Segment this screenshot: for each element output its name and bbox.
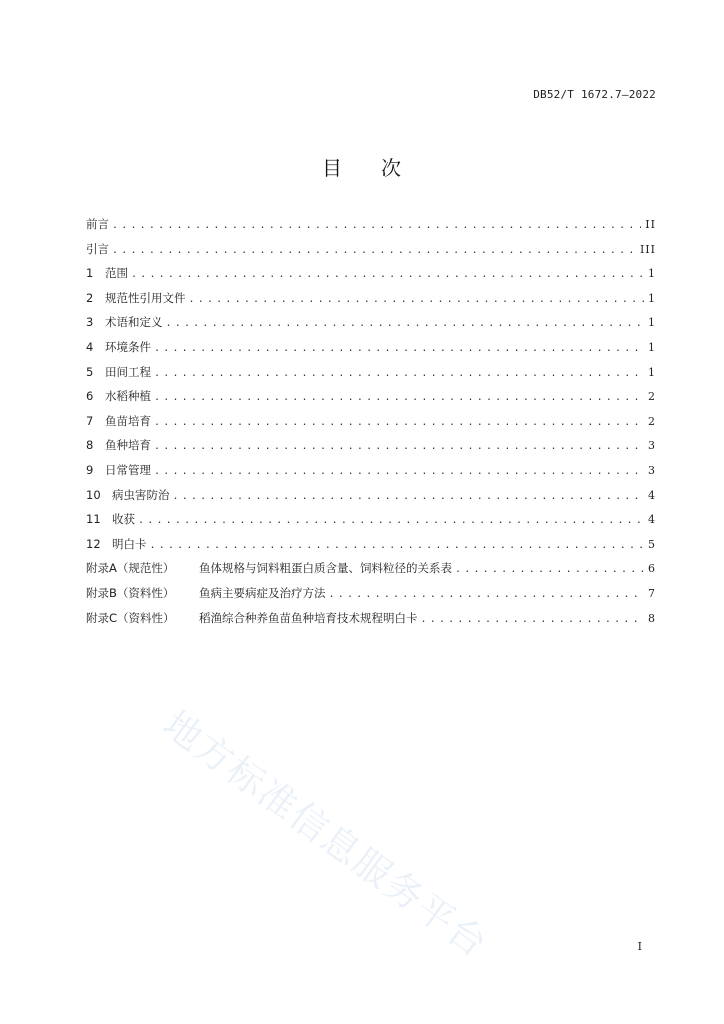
toc-leader (166, 318, 645, 329)
watermark: 地方标准信息服务平台 (155, 702, 497, 967)
toc-entry-label: 病虫害防治 (112, 487, 170, 502)
toc-leader (154, 368, 644, 379)
toc-list (86, 216, 656, 634)
toc-page-number: 4 (648, 513, 656, 527)
toc-page-number: II (645, 218, 656, 231)
toc-title-char-2: 次 (381, 156, 402, 180)
toc-entry-label: 范围 (105, 266, 128, 281)
toc-entry-label: 明白卡 (112, 536, 147, 551)
document-code: DB52/T 1672.7—2022 (533, 88, 656, 101)
toc-title-char-1: 目 (322, 156, 343, 180)
toc-entry-label: 鱼苗培育 (105, 413, 151, 428)
toc-page-number: 2 (648, 390, 656, 404)
toc-entry-number: 2 (86, 290, 94, 305)
toc-entry-number: 6 (86, 389, 94, 404)
toc-leader (154, 441, 644, 452)
toc-entry-label: 水稻种植 (105, 389, 151, 404)
toc-entry-number: 附录C（资料性） (86, 610, 175, 625)
toc-entry-label: 日常管理 (105, 462, 151, 477)
toc-entry-label: 规范性引用文件 (105, 290, 186, 305)
toc-leader (154, 466, 644, 477)
toc-leader (173, 491, 645, 502)
toc-leader (112, 245, 636, 256)
toc-entry-number: 12 (86, 536, 101, 551)
toc-entry-12[interactable] (86, 536, 656, 561)
toc-entry-label: 术语和定义 (105, 315, 163, 330)
toc-entry-label: 环境条件 (105, 339, 151, 354)
toc-page-number: 1 (648, 291, 656, 305)
toc-entry-label: 稻渔综合种养鱼苗鱼种培育技术规程明白卡 (199, 610, 418, 625)
toc-entry-8[interactable] (86, 437, 656, 462)
toc-leader (421, 614, 645, 625)
toc-entry-label: 鱼体规格与饲料粗蛋白质含量、饲料粒径的关系表 (199, 561, 452, 576)
toc-leader (112, 220, 641, 231)
toc-leader (189, 294, 645, 305)
toc-entry-foreword[interactable] (86, 216, 656, 241)
toc-entry-number: 7 (86, 413, 94, 428)
page-number: I (637, 940, 642, 953)
toc-entry-appendix-c[interactable] (86, 610, 656, 635)
toc-leader (154, 417, 644, 428)
toc-entry-11[interactable] (86, 511, 656, 536)
toc-page-number: 6 (648, 562, 656, 576)
toc-page-number: 5 (648, 537, 656, 551)
toc-leader (154, 392, 644, 403)
toc-entry-label: 引言 (86, 241, 109, 256)
toc-leader (138, 515, 644, 526)
toc-entry-label: 前言 (86, 217, 109, 231)
toc-entry-label: 田间工程 (105, 364, 151, 379)
toc-entry-5[interactable] (86, 364, 656, 389)
toc-entry-label: 鱼病主要病症及治疗方法 (199, 585, 326, 600)
toc-leader (131, 269, 644, 280)
toc-page-number: 1 (648, 316, 656, 330)
toc-entry-number: 5 (86, 364, 94, 379)
toc-page-number: 2 (648, 414, 656, 428)
toc-leader (455, 564, 644, 575)
toc-page-number: 4 (648, 488, 656, 502)
toc-title (0, 152, 724, 181)
toc-entry-introduction[interactable] (86, 241, 656, 266)
toc-leader (329, 589, 645, 600)
toc-page-number: 3 (648, 439, 656, 453)
toc-entry-1[interactable] (86, 265, 656, 290)
toc-page-number: 1 (648, 340, 656, 354)
toc-entry-label: 收获 (112, 512, 135, 527)
toc-leader (150, 540, 645, 551)
toc-entry-label: 鱼种培育 (105, 438, 151, 453)
toc-entry-7[interactable] (86, 413, 656, 438)
toc-entry-3[interactable] (86, 314, 656, 339)
toc-leader (154, 343, 644, 354)
toc-entry-number: 3 (86, 315, 94, 330)
toc-page-number: 7 (648, 586, 656, 600)
toc-entry-number: 8 (86, 438, 94, 453)
toc-entry-number: 4 (86, 339, 94, 354)
toc-page-number: 3 (648, 463, 656, 477)
toc-page-number: 8 (648, 611, 656, 625)
toc-entry-number: 1 (86, 266, 94, 281)
toc-page-number: 1 (648, 267, 656, 281)
toc-entry-4[interactable] (86, 339, 656, 364)
toc-page-number: III (639, 242, 656, 256)
toc-entry-appendix-b[interactable] (86, 585, 656, 610)
toc-entry-number: 11 (86, 512, 101, 527)
toc-entry-number: 10 (86, 487, 101, 502)
toc-entry-9[interactable] (86, 462, 656, 487)
toc-entry-appendix-a[interactable] (86, 560, 656, 585)
toc-entry-number: 附录A（规范性） (86, 561, 175, 576)
toc-entry-2[interactable] (86, 290, 656, 315)
toc-entry-number: 附录B（资料性） (86, 585, 175, 600)
toc-entry-6[interactable] (86, 388, 656, 413)
toc-entry-number: 9 (86, 462, 94, 477)
toc-entry-10[interactable] (86, 487, 656, 512)
toc-page-number: 1 (648, 365, 656, 379)
